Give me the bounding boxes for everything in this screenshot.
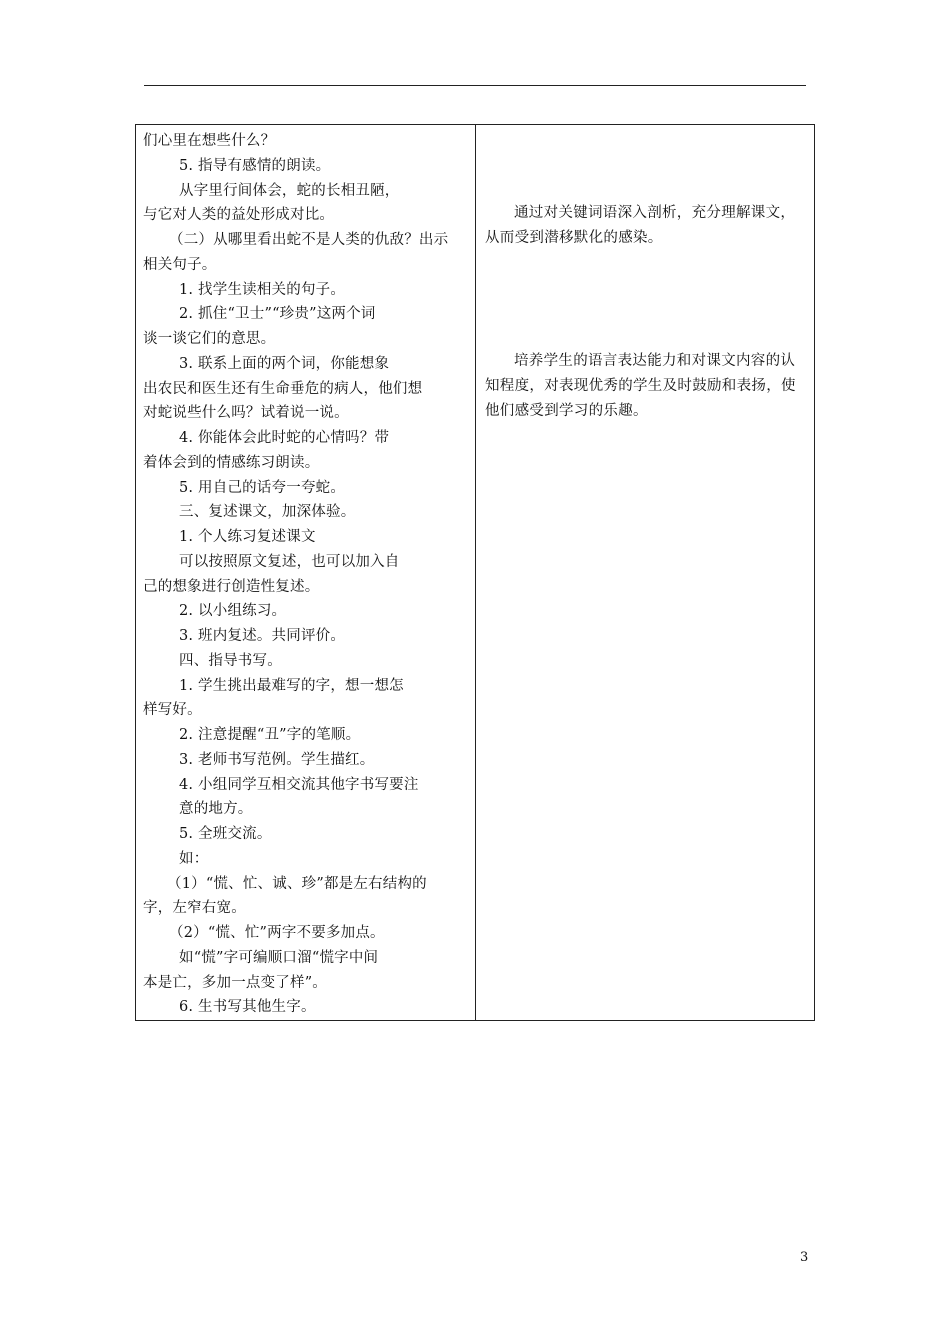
text-line: 4. 小组同学互相交流其他字书写要注 <box>179 776 419 793</box>
text-line: 三、复述课文，加深体验。 <box>179 504 356 521</box>
text-line: 4. 你能体会此时蛇的心情吗？带 <box>179 430 390 446</box>
text-line: 意的地方。 <box>179 801 253 818</box>
text-line: 相关句子。 <box>143 256 217 273</box>
text-line: 字，左窄右宽。 <box>143 900 246 917</box>
page-number: 3 <box>800 1250 809 1265</box>
design-note-2-text: 培养学生的语言表达能力和对课文内容的认知程度，对表现优秀的学生及时鼓励和表扬，使他们感受到学习的乐趣。 <box>485 353 796 419</box>
design-note-1 <box>485 201 807 251</box>
header-rule <box>144 85 806 86</box>
lesson-table <box>135 124 815 1021</box>
text-line: 着体会到的情感练习朗读。 <box>143 454 320 471</box>
text-line: 四、指导书写。 <box>179 652 282 669</box>
text-line: 3. 班内复述。共同评价。 <box>179 628 346 644</box>
text-line: 1. 个人练习复述课文 <box>179 529 316 545</box>
text-line: 与它对人类的益处形成对比。 <box>143 207 335 224</box>
design-note-2 <box>485 349 807 424</box>
text-line: 如“慌”字可编顺口溜“慌字中间 <box>179 949 379 966</box>
text-line: 谈一谈它们的意思。 <box>143 331 276 347</box>
text-line: 2. 抓住“卫士”“珍贵”这两个词 <box>179 306 376 323</box>
text-line: 5. 指导有感情的朗读。 <box>179 157 331 174</box>
text-line: 1. 学生挑出最难写的字，想一想怎 <box>179 677 404 694</box>
text-line: 2. 以小组练习。 <box>179 603 287 620</box>
text-line: （1）“慌、忙、诚、珍”都是左右结构的 <box>167 875 427 892</box>
text-line: 5. 用自己的话夸一夸蛇。 <box>179 479 346 496</box>
text-line: 3. 老师书写范例。学生描红。 <box>179 751 375 768</box>
text-line: 从字里行间体会，蛇的长相丑陋， <box>179 182 400 199</box>
teaching-process-column <box>136 125 476 1020</box>
text-line: 本是亡，多加一点变了样”。 <box>143 974 328 991</box>
design-intent-column <box>476 125 814 1020</box>
text-line: 5. 全班交流。 <box>179 826 272 842</box>
text-line: 可以按照原文复述，也可以加入自 <box>179 553 400 570</box>
text-line: 2. 注意提醒“丑”字的笔顺。 <box>179 727 361 743</box>
text-line: 对蛇说些什么吗？试着说一说。 <box>143 405 349 422</box>
text-line: 己的想象进行创造性复述。 <box>143 578 320 595</box>
text-line: （二）从哪里看出蛇不是人类的仇敌？出示 <box>169 232 449 248</box>
text-line: 如： <box>179 850 209 867</box>
text-line: 3. 联系上面的两个词，你能想象 <box>179 355 390 372</box>
text-line: 1. 找学生读相关的句子。 <box>179 281 346 298</box>
text-line: 们心里在想些什么？ <box>143 133 276 149</box>
text-line: （2）“慌、忙”两字不要多加点。 <box>169 925 385 941</box>
text-line: 6. 生书写其他生字。 <box>179 999 316 1016</box>
text-line: 出农民和医生还有生命垂危的病人，他们想 <box>143 380 423 397</box>
text-line: 样写好。 <box>143 702 202 719</box>
design-note-1-text: 通过对关键词语深入剖析，充分理解课文，从而受到潜移默化的感染。 <box>485 205 796 246</box>
